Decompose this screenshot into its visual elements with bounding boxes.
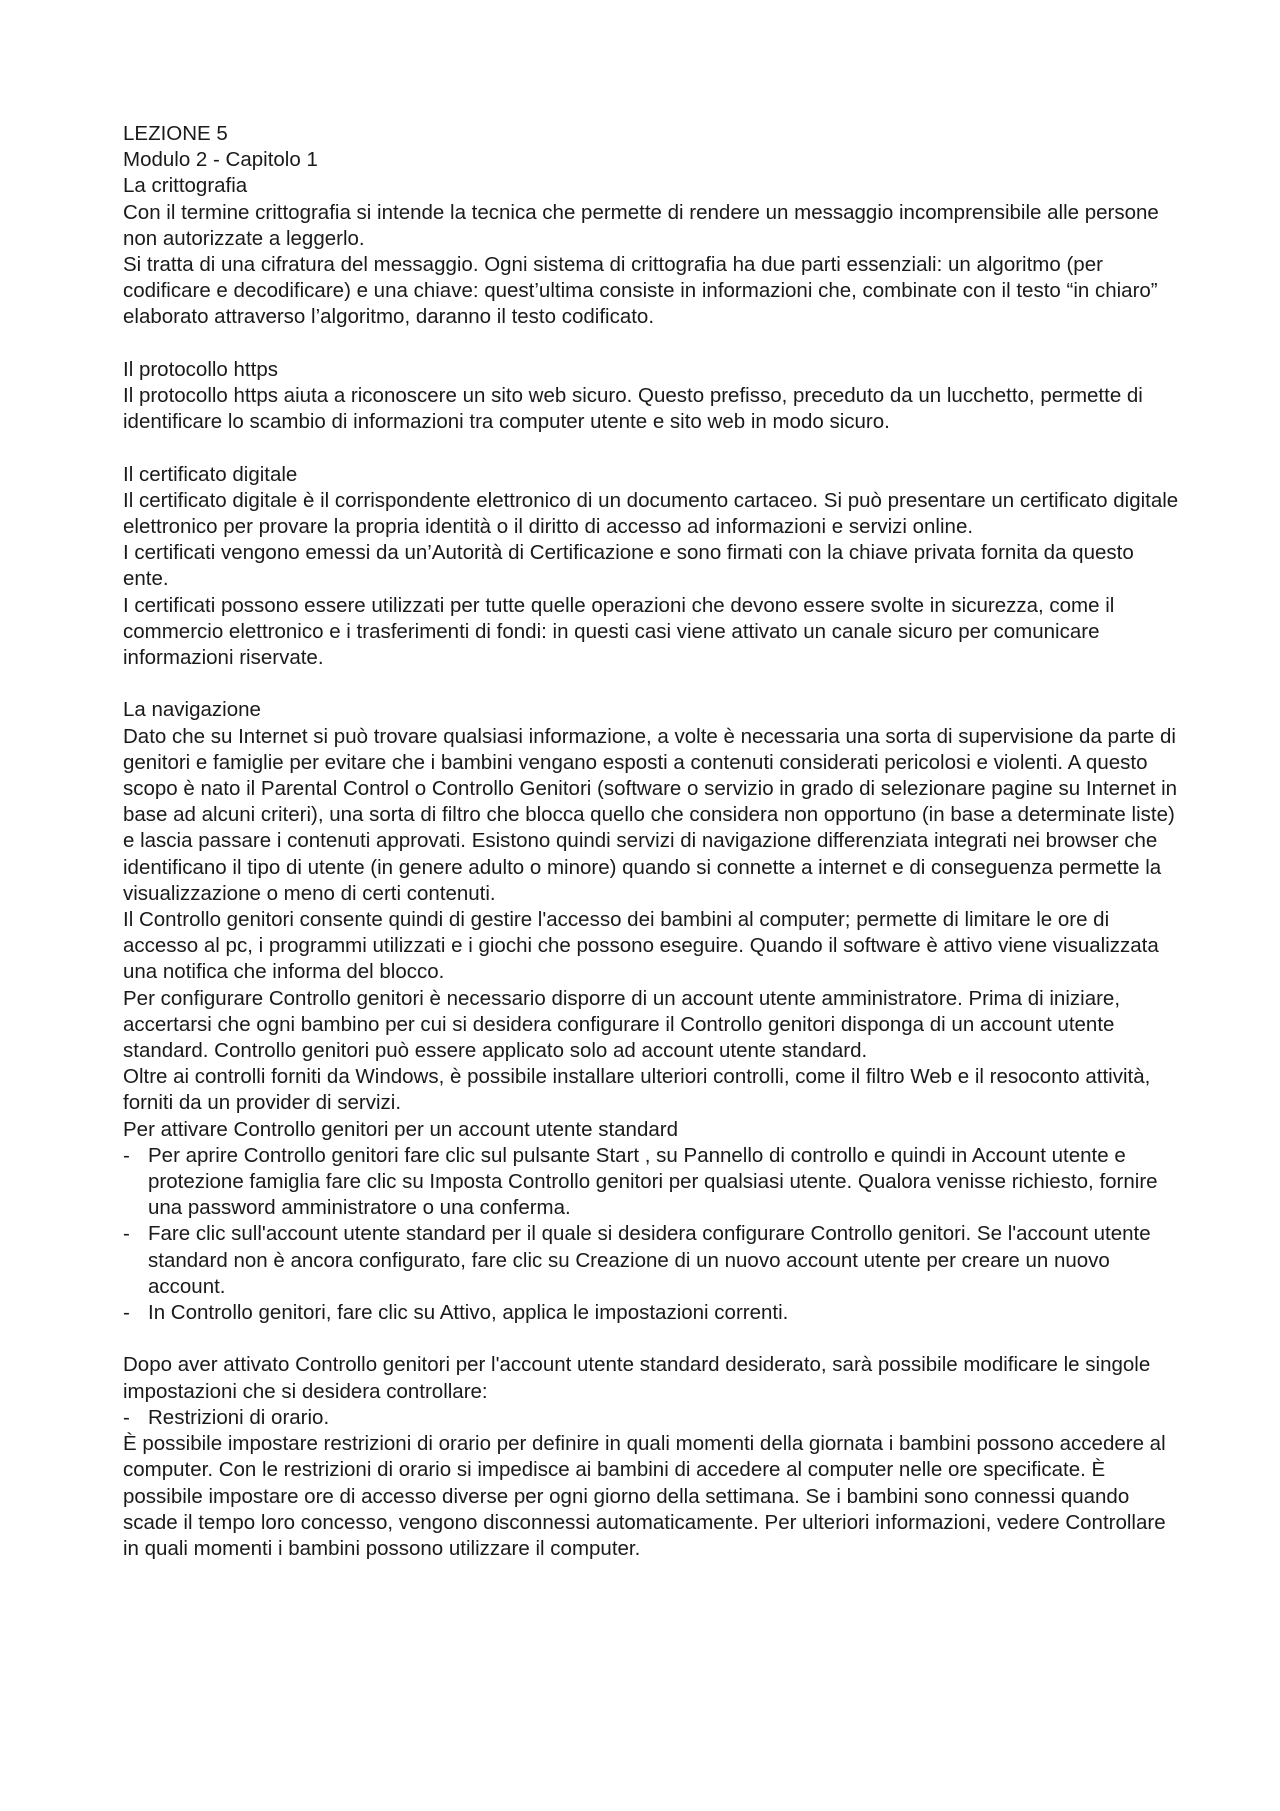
list-item-text: Per aprire Controllo genitori fare clic sul pulsante Start , su Pannello di controllo e quindi in Account utente e protezione famiglia fare clic su Imposta Controllo genitori per qualsiasi utente. Qualora venisse richiesto, fornire una password amministratore o una conferma. [148,1143,1158,1220]
module-heading: Modulo 2 - Capitolo 1 [123,148,318,172]
spacer [123,435,1183,461]
spacer [123,1326,1183,1352]
list-item [123,1300,1183,1326]
list-item-text: Fare clic sull'account utente standard per il quale si desidera configurare Controllo genitori. Se l'account utente standard non è ancora configurato, fare clic su Creazione di un nuovo account utente per creare un nuovo account. [148,1222,1151,1298]
list-item [123,1221,1183,1300]
section-title-crittografia: La crittografia [123,174,248,198]
navigazione-paragraph-3: Per configurare Controllo genitori è necessario disporre di un account utente amministratore. Prima di iniziare, accertarsi che ogni bambino per cui si desidera configurare il Controllo genitori disponga di un account utente standard. Controllo genitori può essere applicato solo ad account utente standard. [123,986,1121,1063]
section-title-https: Il protocollo https [123,357,278,381]
dash-marker: - [123,1143,130,1167]
list-item-text: In Controllo genitori, fare clic su Attivo, applica le impostazioni correnti. [148,1301,789,1325]
spacer [123,671,1183,697]
list-item [123,1143,1183,1222]
settings-list [123,1405,1183,1431]
dash-marker: - [123,1222,130,1246]
lesson-heading: LEZIONE 5 [123,122,228,145]
crittografia-paragraph-1: Con il termine crittografia si intende la tecnica che permette di rendere un messaggio incomprensibile alle persone non autorizzate a leggerlo. [123,200,1159,250]
dash-marker: - [123,1301,130,1325]
document-page [123,121,1183,1562]
certificato-paragraph-2: I certificati vengono emessi da un’Autorità di Certificazione e sono firmati con la chiave privata fornita da questo ente. [123,541,1134,591]
steps-list [123,1143,1183,1326]
section-title-certificato: Il certificato digitale [123,462,298,486]
section-title-navigazione: La navigazione [123,698,261,722]
navigazione-paragraph-5: Per attivare Controllo genitori per un account utente standard [123,1117,678,1141]
https-paragraph-1: Il protocollo https aiuta a riconoscere un sito web sicuro. Questo prefisso, preceduto da un lucchetto, permette di identificare lo scambio di informazioni tra computer utente e sito web in modo sicuro. [123,384,1143,434]
dash-marker: - [123,1405,130,1429]
navigazione-paragraph-6: Dopo aver attivato Controllo genitori per l'account utente standard desiderato, sarà possibile modificare le singole impostazioni che si desidera controllare: [123,1353,1151,1403]
navigazione-paragraph-7: È possibile impostare restrizioni di orario per definire in quali momenti della giornata i bambini possono accedere al computer. Con le restrizioni di orario si impedisce ai bambini di accedere al computer nelle ore specificate. È possibile impostare ore di accesso diverse per ogni giorno della settimana. Se i bambini sono connessi quando scade il tempo loro concesso, vengono disconnessi automaticamente. Per ulteriori informazioni, vedere Controllare in quali momenti i bambini possono utilizzare il computer. [123,1432,1166,1560]
certificato-paragraph-1: Il certificato digitale è il corrispondente elettronico di un documento cartaceo. Si può presentare un certificato digitale elettronico per provare la propria identità o il diritto di accesso ad informazioni e servizi online. [123,488,1179,539]
spacer [123,331,1183,357]
list-item-text: Restrizioni di orario. [148,1405,330,1429]
navigazione-paragraph-2: Il Controllo genitori consente quindi di gestire l'accesso dei bambini al computer; permette di limitare le ore di accesso al pc, i programmi utilizzati e i giochi che possono eseguire. Quando il software è attivo viene visualizzata una notifica che informa del blocco. [123,908,1159,984]
crittografia-paragraph-2: Si tratta di una cifratura del messaggio. Ogni sistema di crittografia ha due parti essenziali: un algoritmo (per codificare e decodificare) e una chiave: quest’ultima consiste in informazioni che, combinate con il testo “in chiaro” elaborato attraverso l’algoritmo, daranno il testo codificato. [123,253,1158,329]
list-item [123,1405,1183,1431]
navigazione-paragraph-1: Dato che su Internet si può trovare qualsiasi informazione, a volte è necessaria una sorta di supervisione da parte di genitori e famiglie per evitare che i bambini vengano esposti a contenuti considerati pericolosi e violenti. A questo scopo è nato il Parental Control o Controllo Genitori (software o servizio in grado di selezionare pagine su Internet in base ad alcuni criteri), una sorta di filtro che blocca quello che considera non opportuno (in base a determinate liste) e lascia passare i contenuti approvati. Esistono quindi servizi di navigazione differenziata integrati nei browser che identificano il tipo di utente (in genere adulto o minore) quando si connette a internet e di conseguenza permette la visualizzazione o meno di certi contenuti. [123,724,1178,905]
certificato-paragraph-3: I certificati possono essere utilizzati per tutte quelle operazioni che devono essere svolte in sicurezza, come il commercio elettronico e i trasferimenti di fondi: in questi casi viene attivato un canale sicuro per comunicare informazioni riservate. [123,593,1115,670]
navigazione-paragraph-4: Oltre ai controlli forniti da Windows, è possibile installare ulteriori controlli, come il filtro Web e il resoconto attività, forniti da un provider di servizi. [123,1065,1151,1115]
